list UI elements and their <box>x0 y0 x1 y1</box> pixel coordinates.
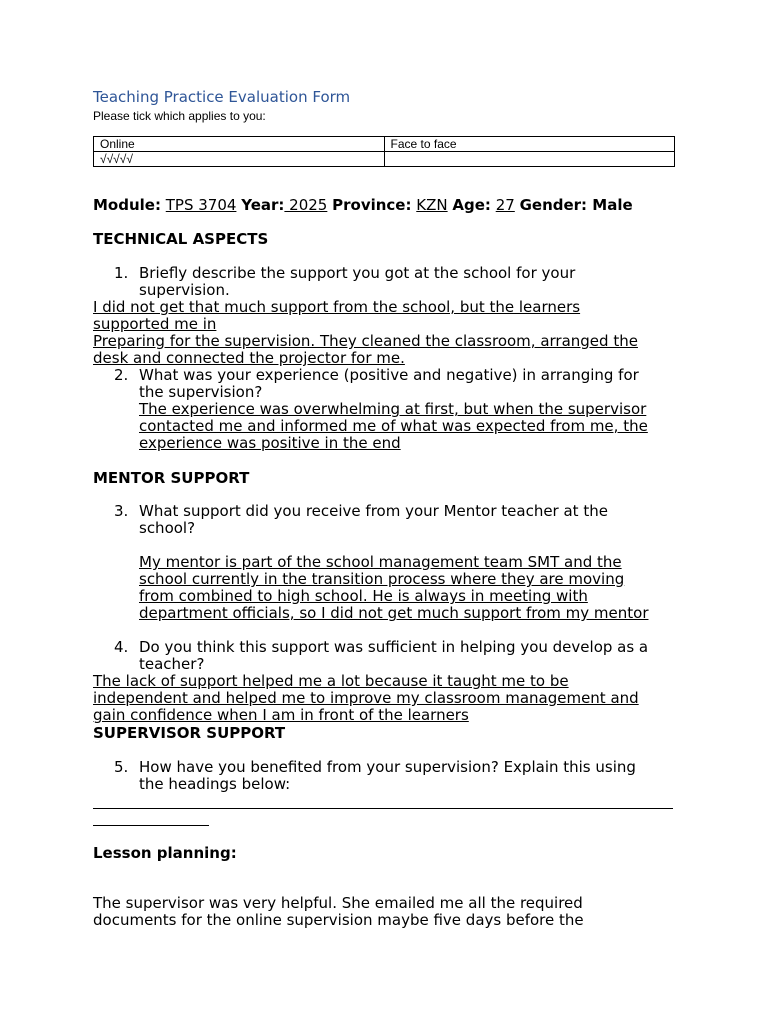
a3-line1: My mentor is part of the school management team SMT and the <box>139 553 622 571</box>
a2-line1: The experience was overwhelming at first, but when the supervisor <box>139 400 647 418</box>
online-header: Online <box>94 137 385 152</box>
form-title: Teaching Practice Evaluation Form <box>93 88 351 106</box>
face-to-face-tick-cell[interactable] <box>384 152 675 167</box>
face-to-face-header: Face to face <box>384 137 675 152</box>
q4-text-line2: teacher? <box>139 655 205 673</box>
q3-text-line2: school? <box>139 519 196 537</box>
module-value: TPS 3704 <box>165 196 237 214</box>
q2-text-line1: What was your experience (positive and negative) in arranging for <box>139 366 639 384</box>
online-tick-cell[interactable]: √√√√√ <box>94 152 385 167</box>
age-value: 27 <box>495 196 515 214</box>
module-label: Module: <box>93 196 161 214</box>
mentor-support-heading: MENTOR SUPPORT <box>93 469 250 487</box>
q4-text-line1: Do you think this support was sufficient in helping you develop as a <box>139 638 649 656</box>
year-value: 2025 <box>284 196 328 214</box>
q5-number: 5. <box>114 758 129 776</box>
a1-line2: supported me in <box>93 315 217 333</box>
q2-text-line2: the supervision? <box>139 383 263 401</box>
a1-line4: desk and connected the projector for me. <box>93 349 405 367</box>
a4-line2: independent and helped me to improve my classroom management and <box>93 689 639 707</box>
supervisor-support-heading: SUPERVISOR SUPPORT <box>93 724 286 742</box>
province-label: Province: <box>332 196 412 214</box>
lesson-planning-line1: The supervisor was very helpful. She emailed me all the required <box>93 894 583 912</box>
technical-aspects-heading: TECHNICAL ASPECTS <box>93 230 269 248</box>
q4-number: 4. <box>114 638 129 656</box>
a4-line1: The lack of support helped me a lot because it taught me to be <box>93 672 569 690</box>
gender-label: Gender: Male <box>519 196 633 214</box>
q3-number: 3. <box>114 502 129 520</box>
lesson-planning-heading: Lesson planning: <box>93 844 237 862</box>
a3-line3: from combined to high school. He is always in meeting with <box>139 587 588 605</box>
lesson-planning-line2: documents for the online supervision maybe five days before the <box>93 911 584 929</box>
a3-line4: department officials, so I did not get much support from my mentor <box>139 604 649 622</box>
province-value: KZN <box>416 196 448 214</box>
a2-line2: contacted me and informed me of what was expected from me, the <box>139 417 648 435</box>
a4-line3: gain confidence when I am in front of the learners <box>93 706 469 724</box>
a1-line3: Preparing for the supervision. They cleaned the classroom, arranged the <box>93 332 638 350</box>
a3-line2: school currently in the transition process where they are moving <box>139 570 625 588</box>
q1-text-line2: supervision. <box>139 281 230 299</box>
age-label: Age: <box>452 196 491 214</box>
year-label: Year: <box>241 196 285 214</box>
q1-number: 1. <box>114 264 129 282</box>
q5-text-line2: the headings below: <box>139 775 291 793</box>
mode-tick-table <box>93 136 675 167</box>
a2-line3: experience was positive in the end <box>139 434 401 452</box>
tick-instruction: Please tick which applies to you: <box>93 109 266 123</box>
answer-blank-line-1 <box>93 808 673 809</box>
a1-line1: I did not get that much support from the school, but the learners <box>93 298 581 316</box>
q5-text-line1: How have you benefited from your supervision? Explain this using <box>139 758 636 776</box>
student-meta-line <box>93 196 633 214</box>
q2-number: 2. <box>114 366 129 384</box>
q1-text-line1: Briefly describe the support you got at the school for your <box>139 264 576 282</box>
answer-blank-line-2 <box>93 825 209 826</box>
q3-text-line1: What support did you receive from your Mentor teacher at the <box>139 502 608 520</box>
